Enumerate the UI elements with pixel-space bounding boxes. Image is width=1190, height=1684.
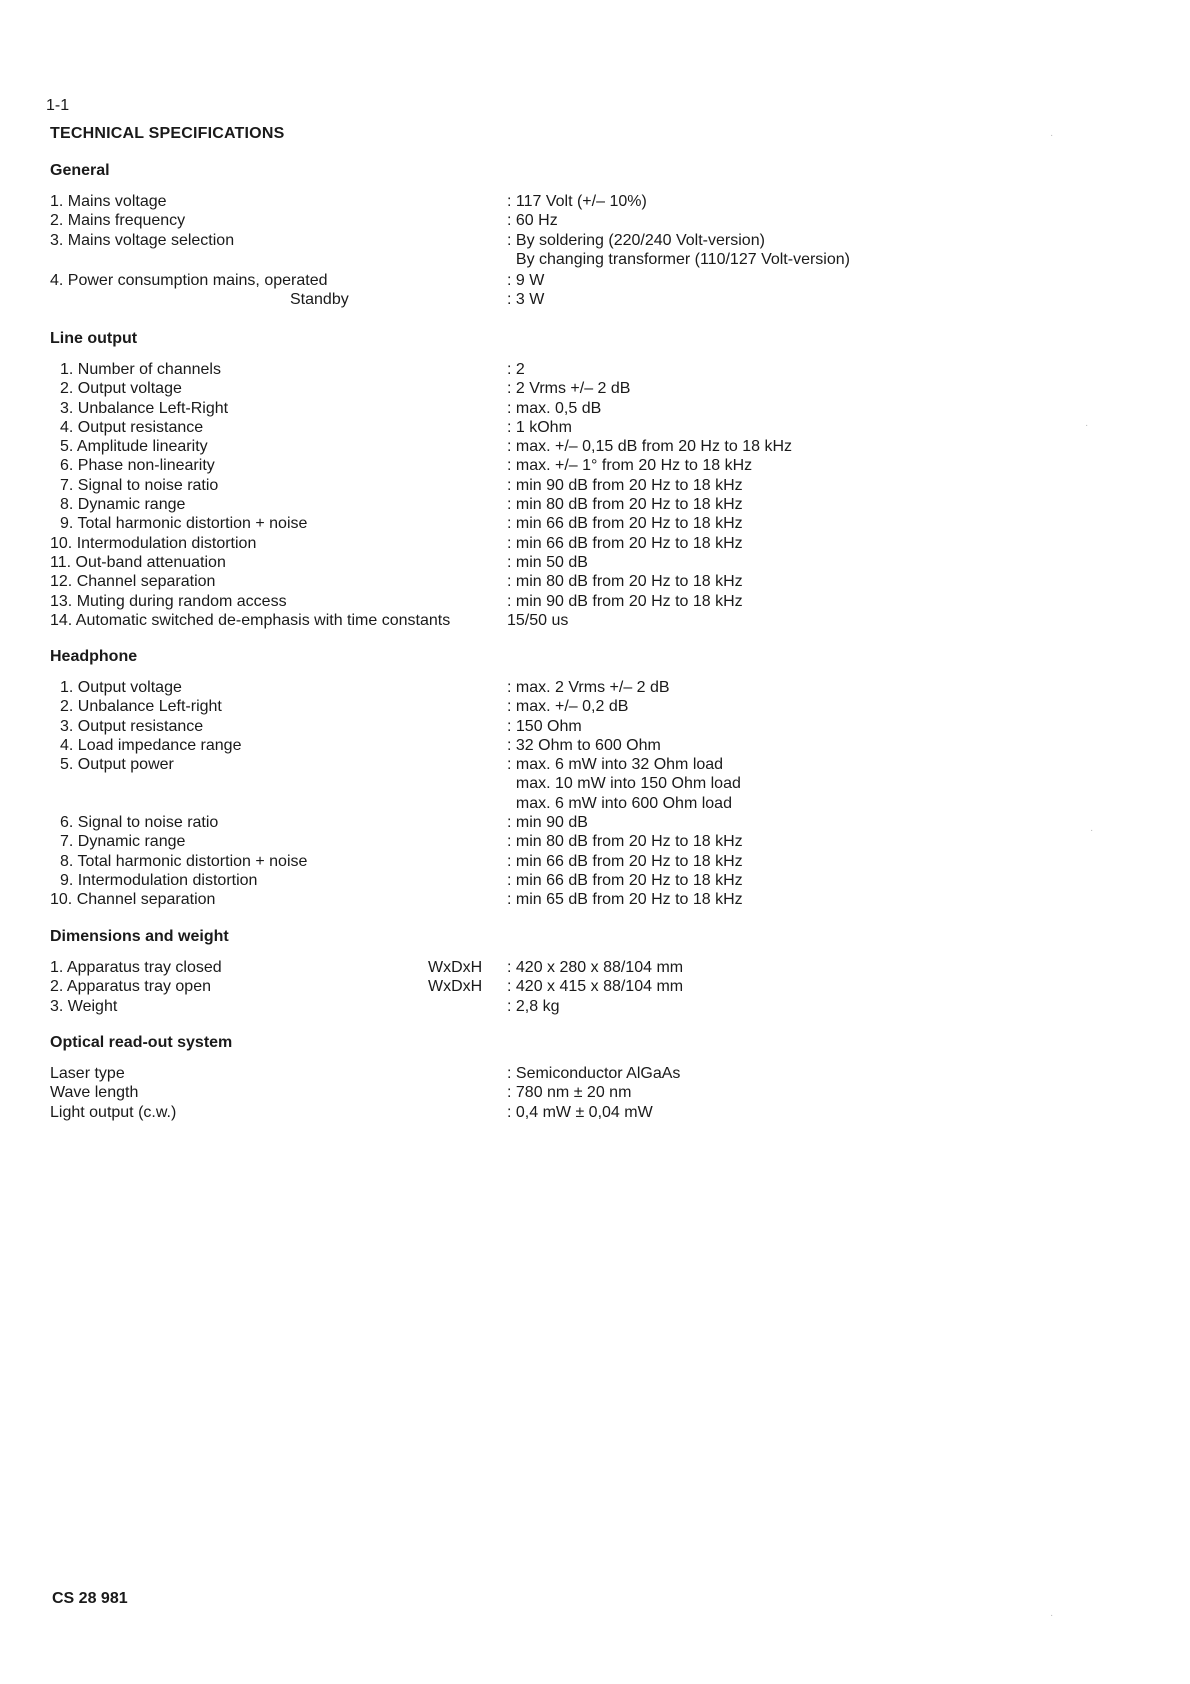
- spec-label: 6. Signal to noise ratio: [60, 814, 219, 832]
- spec-label: 1. Number of channels: [60, 361, 221, 378]
- spec-value: By changing transformer (110/127 Volt-version): [507, 250, 850, 268]
- spec-row: [50, 572, 1050, 591]
- spec-value: : min 66 dB from 20 Hz to 18 kHz: [507, 852, 743, 870]
- spec-label: 5. Amplitude linearity: [60, 438, 208, 456]
- spec-row: [50, 997, 1050, 1016]
- document-code: CS 28 981: [52, 1590, 128, 1607]
- spec-row: [50, 755, 1050, 774]
- spec-row: [50, 697, 1050, 716]
- spec-label: 3. Weight: [50, 997, 118, 1015]
- spec-value: : min 80 dB from 20 Hz to 18 kHz: [507, 496, 743, 514]
- spec-value: : min 50 dB: [507, 553, 588, 571]
- spec-label: 1. Output voltage: [60, 679, 182, 696]
- spec-value: : min 66 dB from 20 Hz to 18 kHz: [507, 871, 743, 889]
- spec-value: : max. 6 mW into 32 Ohm load: [507, 756, 724, 774]
- spec-value: : 32 Ohm to 600 Ohm: [507, 736, 661, 754]
- spec-label: 7. Dynamic range: [60, 833, 186, 851]
- spec-row: [50, 456, 1050, 475]
- spec-row: [50, 736, 1050, 755]
- spec-value: : min 90 dB: [507, 814, 588, 832]
- spec-row: [50, 890, 1050, 909]
- spec-value: : min 90 dB from 20 Hz to 18 kHz: [507, 592, 743, 610]
- spec-label: 9. Intermodulation distortion: [60, 871, 258, 889]
- spec-value: : max. +/– 0,2 dB: [507, 698, 629, 716]
- spec-row: [50, 1064, 1050, 1083]
- spec-row: [50, 553, 1050, 572]
- spec-label: 3. Unbalance Left-Right: [60, 399, 229, 417]
- spec-value: max. 10 mW into 150 Ohm load: [507, 775, 741, 793]
- spec-row: [50, 192, 1050, 211]
- spec-value: : min 65 dB from 20 Hz to 18 kHz: [507, 891, 743, 909]
- spec-row: [50, 211, 1050, 230]
- spec-label: 4. Power consumption mains, operated: [50, 272, 328, 290]
- spec-value: : min 66 dB from 20 Hz to 18 kHz: [507, 515, 743, 533]
- spec-label: 10. Channel separation: [50, 891, 216, 909]
- spec-row: [50, 476, 1050, 495]
- section-title-dimensions: Dimensions and weight: [50, 928, 229, 945]
- spec-value: : 60 Hz: [507, 212, 558, 230]
- spec-row: [50, 871, 1050, 890]
- spec-label: 13. Muting during random access: [50, 592, 287, 610]
- spec-label: Laser type: [50, 1065, 125, 1082]
- spec-row: [50, 418, 1050, 437]
- spec-value: : 117 Volt (+/– 10%): [507, 193, 647, 210]
- spec-label: 2. Apparatus tray open: [50, 978, 211, 996]
- spec-value: max. 6 mW into 600 Ohm load: [507, 794, 732, 812]
- spec-value: : min 90 dB from 20 Hz to 18 kHz: [507, 476, 743, 494]
- spec-value: : 9 W: [507, 272, 545, 290]
- spec-label: Light output (c.w.): [50, 1103, 177, 1121]
- spec-row: [50, 774, 1050, 793]
- spec-label: 2. Unbalance Left-right: [60, 698, 222, 716]
- spec-label: 7. Signal to noise ratio: [60, 476, 219, 494]
- spec-row: [50, 832, 1050, 851]
- section-optical: [50, 1034, 1050, 1122]
- section-line-output: [50, 330, 1050, 630]
- spec-value: : max. 0,5 dB: [507, 399, 602, 417]
- page-number: 1-1: [46, 97, 70, 114]
- spec-value: : 780 nm ± 20 nm: [507, 1084, 632, 1102]
- spec-label: 9. Total harmonic distortion + noise: [60, 515, 308, 533]
- scan-speck-icon: ·: [1050, 1610, 1054, 1621]
- section-title-line-output: Line output: [50, 330, 138, 347]
- spec-label: 2. Mains frequency: [50, 212, 186, 230]
- spec-row: [50, 514, 1050, 533]
- spec-row: [50, 813, 1050, 832]
- spec-value: : 3 W: [507, 291, 545, 309]
- section-headphone: [50, 648, 1050, 910]
- spec-label: 1. Mains voltage: [50, 193, 167, 210]
- spec-value: : 420 x 415 x 88/104 mm: [507, 978, 684, 996]
- spec-value: 15/50 us: [507, 611, 569, 629]
- spec-label: 2. Output voltage: [60, 380, 182, 398]
- spec-value: : max. +/– 1° from 20 Hz to 18 kHz: [507, 457, 753, 475]
- spec-value: : 2: [507, 361, 525, 378]
- scan-speck-icon: ·: [1085, 420, 1089, 431]
- spec-value: : By soldering (220/240 Volt-version): [507, 231, 765, 249]
- section-dimensions: [50, 928, 1050, 1016]
- spec-value: : 0,4 mW ± 0,04 mW: [507, 1103, 653, 1121]
- spec-row: [50, 1103, 1050, 1122]
- spec-value: : max. +/– 0,15 dB from 20 Hz to 18 kHz: [507, 438, 793, 456]
- spec-label: 10. Intermodulation distortion: [50, 534, 257, 552]
- section-title-optical: Optical read-out system: [50, 1034, 233, 1051]
- spec-label: 6. Phase non-linearity: [60, 457, 215, 475]
- spec-value: : 1 kOhm: [507, 418, 572, 436]
- spec-label: 3. Output resistance: [60, 717, 204, 735]
- spec-label: 14. Automatic switched de-emphasis with time constants: [50, 611, 451, 629]
- spec-row: [50, 611, 1050, 630]
- spec-row: [50, 271, 1050, 290]
- spec-label: 3. Mains voltage selection: [50, 231, 235, 249]
- spec-label: 4. Load impedance range: [60, 736, 242, 754]
- spec-row: [50, 1083, 1050, 1102]
- spec-row: [50, 592, 1050, 611]
- spec-row: [50, 360, 1050, 379]
- spec-label: Wave length: [50, 1084, 139, 1102]
- section-general: [50, 162, 1050, 310]
- spec-value: : 420 x 280 x 88/104 mm: [507, 959, 684, 976]
- spec-value: : Semiconductor AlGaAs: [507, 1065, 681, 1082]
- spec-label: 5. Output power: [60, 756, 174, 774]
- spec-row: [50, 678, 1050, 697]
- spec-label: 1. Apparatus tray closed: [50, 959, 222, 976]
- spec-label: 4. Output resistance: [60, 418, 204, 436]
- spec-row: [50, 250, 1050, 269]
- spec-row: [50, 495, 1050, 514]
- spec-value: : 2,8 kg: [507, 997, 560, 1015]
- spec-row: [50, 852, 1050, 871]
- spec-row: [50, 399, 1050, 418]
- spec-value: : 150 Ohm: [507, 717, 582, 735]
- spec-value: : min 80 dB from 20 Hz to 18 kHz: [507, 833, 743, 851]
- spec-row: [50, 958, 1050, 977]
- spec-label: 12. Channel separation: [50, 573, 216, 591]
- spec-row: [50, 290, 1050, 309]
- scan-speck-icon: ·: [1050, 130, 1054, 141]
- spec-row: [50, 379, 1050, 398]
- scan-speck-icon: ·: [1090, 825, 1094, 836]
- spec-label: Standby: [290, 291, 349, 309]
- document-title: TECHNICAL SPECIFICATIONS: [50, 125, 285, 142]
- section-title-general: General: [50, 162, 110, 179]
- dimension-tag: WxDxH: [428, 959, 483, 976]
- spec-row: [50, 231, 1050, 250]
- spec-row: [50, 977, 1050, 996]
- spec-row: [50, 437, 1050, 456]
- spec-value: : max. 2 Vrms +/– 2 dB: [507, 679, 670, 696]
- spec-value: : 2 Vrms +/– 2 dB: [507, 380, 631, 398]
- dimension-tag: WxDxH: [428, 978, 483, 996]
- spec-row: [50, 717, 1050, 736]
- spec-label: 11. Out-band attenuation: [50, 553, 226, 571]
- spec-label: 8. Dynamic range: [60, 496, 186, 514]
- spec-label: 8. Total harmonic distortion + noise: [60, 852, 308, 870]
- spec-row: [50, 534, 1050, 553]
- spec-value: : min 80 dB from 20 Hz to 18 kHz: [507, 573, 743, 591]
- section-title-headphone: Headphone: [50, 648, 138, 665]
- spec-value: : min 66 dB from 20 Hz to 18 kHz: [507, 534, 743, 552]
- spec-row: [50, 794, 1050, 813]
